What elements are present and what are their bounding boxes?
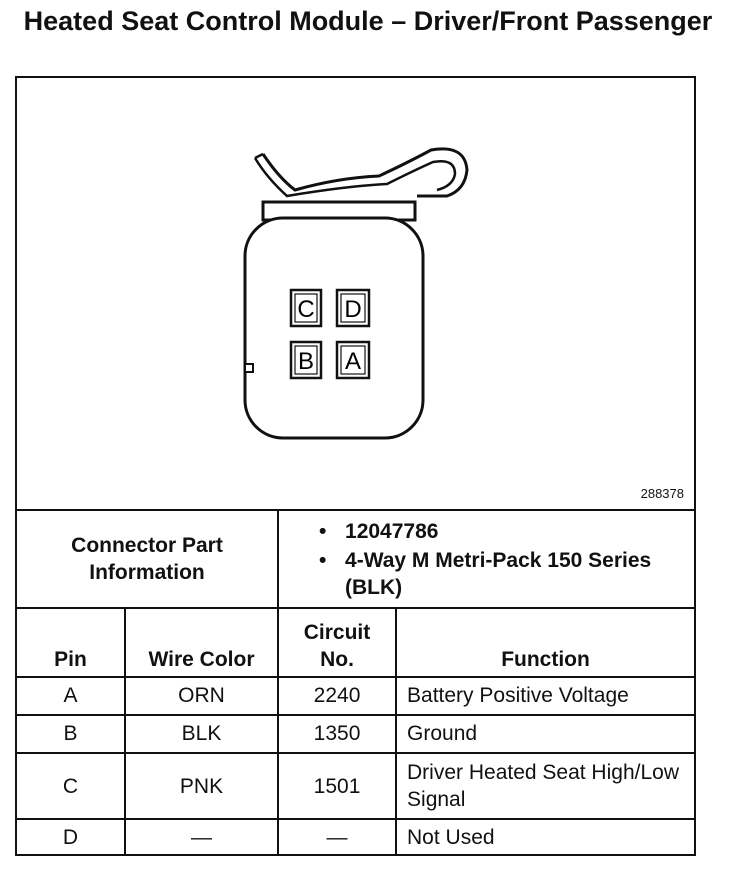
function-cell: Ground [396, 715, 694, 753]
circuit-cell: — [278, 819, 396, 856]
function-cell: Battery Positive Voltage [396, 677, 694, 715]
circuit-cell: 1501 [278, 753, 396, 819]
circuit-cell: 2240 [278, 677, 396, 715]
connector-latch [263, 149, 467, 196]
function-cell: Driver Heated Seat High/Low Signal [396, 753, 694, 819]
connector-info-label: Connector Part Information [17, 511, 278, 608]
header-circuit: Circuit No. [278, 608, 396, 677]
connector-body [245, 218, 423, 438]
header-function: Function [396, 608, 694, 677]
table-header-row [17, 608, 694, 677]
circuit-cell: 1350 [278, 715, 396, 753]
page-title: Heated Seat Control Module – Driver/Front Passenger [23, 6, 713, 36]
wire-color-cell: ORN [125, 677, 278, 715]
table-row [17, 715, 694, 753]
connector-part-number: • 12047786 [319, 518, 688, 545]
header-pin: Pin [17, 608, 125, 677]
pin-cell: D [17, 819, 125, 856]
pinout-table [17, 511, 694, 856]
connector-sheet [15, 76, 696, 856]
cavity-b-label: B [297, 348, 315, 375]
wire-color-cell: — [125, 819, 278, 856]
table-row [17, 677, 694, 715]
wire-color-cell: BLK [125, 715, 278, 753]
connector-diagram [17, 78, 694, 511]
wire-color-cell: PNK [125, 753, 278, 819]
function-cell: Not Used [396, 819, 694, 856]
figure-id: 288378 [640, 486, 684, 501]
connector-info-items [278, 511, 694, 608]
cavity-a-label: A [344, 348, 362, 375]
pin-cell: A [17, 677, 125, 715]
connector-drawing [17, 78, 694, 511]
header-wire-color: Wire Color [125, 608, 278, 677]
cavity-d-label: D [344, 296, 362, 323]
table-row [17, 753, 694, 819]
connector-description: • 4-Way M Metri-Pack 150 Series (BLK) [319, 547, 688, 601]
connector-info-row [17, 511, 694, 608]
pin-cell: C [17, 753, 125, 819]
cavity-c-label: C [297, 296, 315, 323]
pin-cell: B [17, 715, 125, 753]
table-row [17, 819, 694, 856]
